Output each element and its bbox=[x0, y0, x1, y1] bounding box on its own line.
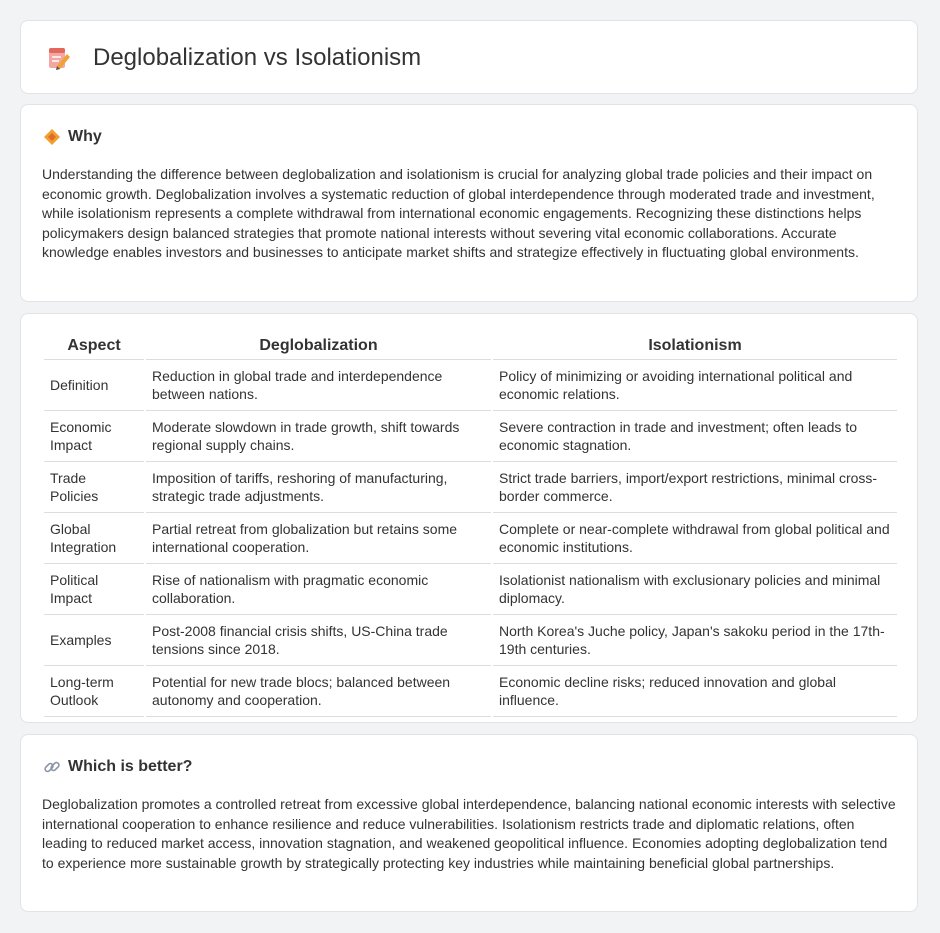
table-row bbox=[44, 513, 897, 564]
isolationism-cell: North Korea's Juche policy, Japan's sakoku period in the 17th-19th centuries. bbox=[493, 615, 897, 666]
table-row bbox=[44, 564, 897, 615]
deglobalization-cell: Moderate slowdown in trade growth, shift towards regional supply chains. bbox=[146, 411, 491, 462]
title-card bbox=[20, 20, 918, 94]
header-isolationism: Isolationism bbox=[493, 333, 897, 360]
deglobalization-cell: Partial retreat from globalization but retains some international cooperation. bbox=[146, 513, 491, 564]
header-deglobalization: Deglobalization bbox=[146, 333, 491, 360]
comparison-section bbox=[20, 313, 918, 723]
better-text: Deglobalization promotes a controlled retreat from excessive global interdependence, balancing national economic interests with selective international cooperation to enhance resilience and reduce vulnerabilities. Isolationism restricts trade and diplomatic relations, often leading to reduced market access, innovation stagnation, and weakened geopolitical influence. Economies adopting deglobalization tend to experience more sustainable growth by strategically protecting key industries while maintaining beneficial global partnerships. bbox=[42, 796, 896, 871]
deglobalization-cell: Potential for new trade blocs; balanced between autonomy and cooperation. bbox=[146, 666, 491, 717]
deglobalization-cell: Post-2008 financial crisis shifts, US-China trade tensions since 2018. bbox=[146, 615, 491, 666]
deglobalization-cell: Rise of nationalism with pragmatic economic collaboration. bbox=[146, 564, 491, 615]
better-heading bbox=[43, 756, 192, 778]
table-row bbox=[44, 462, 897, 513]
aspect-cell: Definition bbox=[44, 360, 144, 411]
table-row bbox=[44, 360, 897, 411]
comparison-table bbox=[42, 333, 899, 717]
table-row bbox=[44, 615, 897, 666]
aspect-cell: Examples bbox=[44, 615, 144, 666]
aspect-cell: Global Integration bbox=[44, 513, 144, 564]
which-better-section bbox=[20, 734, 918, 912]
why-heading bbox=[43, 126, 102, 148]
link-icon bbox=[43, 758, 61, 776]
better-title: Which is better? bbox=[68, 758, 193, 775]
table-row bbox=[44, 411, 897, 462]
aspect-cell: Economic Impact bbox=[44, 411, 144, 462]
why-text: Understanding the difference between deglobalization and isolationism is crucial for analyzing global trade policies and their impact on economic growth. Deglobalization involves a systematic reduction of global interdependence through moderated trade and investment, while isolationism represents a complete withdrawal from international economic engagements. Recognizing these distinctions helps policymakers design balanced strategies that promote national interests without severing vital economic collaborations. Accurate knowledge enables investors and businesses to anticipate market shifts and strategize effectively in fluctuating global environments. bbox=[42, 166, 875, 260]
diamond-icon bbox=[43, 128, 61, 146]
table-row bbox=[44, 666, 897, 717]
header-aspect: Aspect bbox=[44, 333, 144, 360]
isolationism-cell: Complete or near-complete withdrawal from global political and economic institutions. bbox=[493, 513, 897, 564]
isolationism-cell: Isolationist nationalism with exclusionary policies and minimal diplomacy. bbox=[493, 564, 897, 615]
aspect-cell: Long-term Outlook bbox=[44, 666, 144, 717]
deglobalization-cell: Reduction in global trade and interdependence between nations. bbox=[146, 360, 491, 411]
memo-pencil-icon bbox=[47, 45, 71, 71]
isolationism-cell: Strict trade barriers, import/export restrictions, minimal cross-border commerce. bbox=[493, 462, 897, 513]
aspect-cell: Trade Policies bbox=[44, 462, 144, 513]
why-section bbox=[20, 104, 918, 302]
deglobalization-cell: Imposition of tariffs, reshoring of manufacturing, strategic trade adjustments. bbox=[146, 462, 491, 513]
isolationism-cell: Severe contraction in trade and investment; often leads to economic stagnation. bbox=[493, 411, 897, 462]
isolationism-cell: Economic decline risks; reduced innovation and global influence. bbox=[493, 666, 897, 717]
isolationism-cell: Policy of minimizing or avoiding international political and economic relations. bbox=[493, 360, 897, 411]
page-title: Deglobalization vs Isolationism bbox=[93, 44, 422, 71]
aspect-cell: Political Impact bbox=[44, 564, 144, 615]
table-header-row bbox=[44, 333, 897, 360]
why-title: Why bbox=[68, 128, 102, 145]
